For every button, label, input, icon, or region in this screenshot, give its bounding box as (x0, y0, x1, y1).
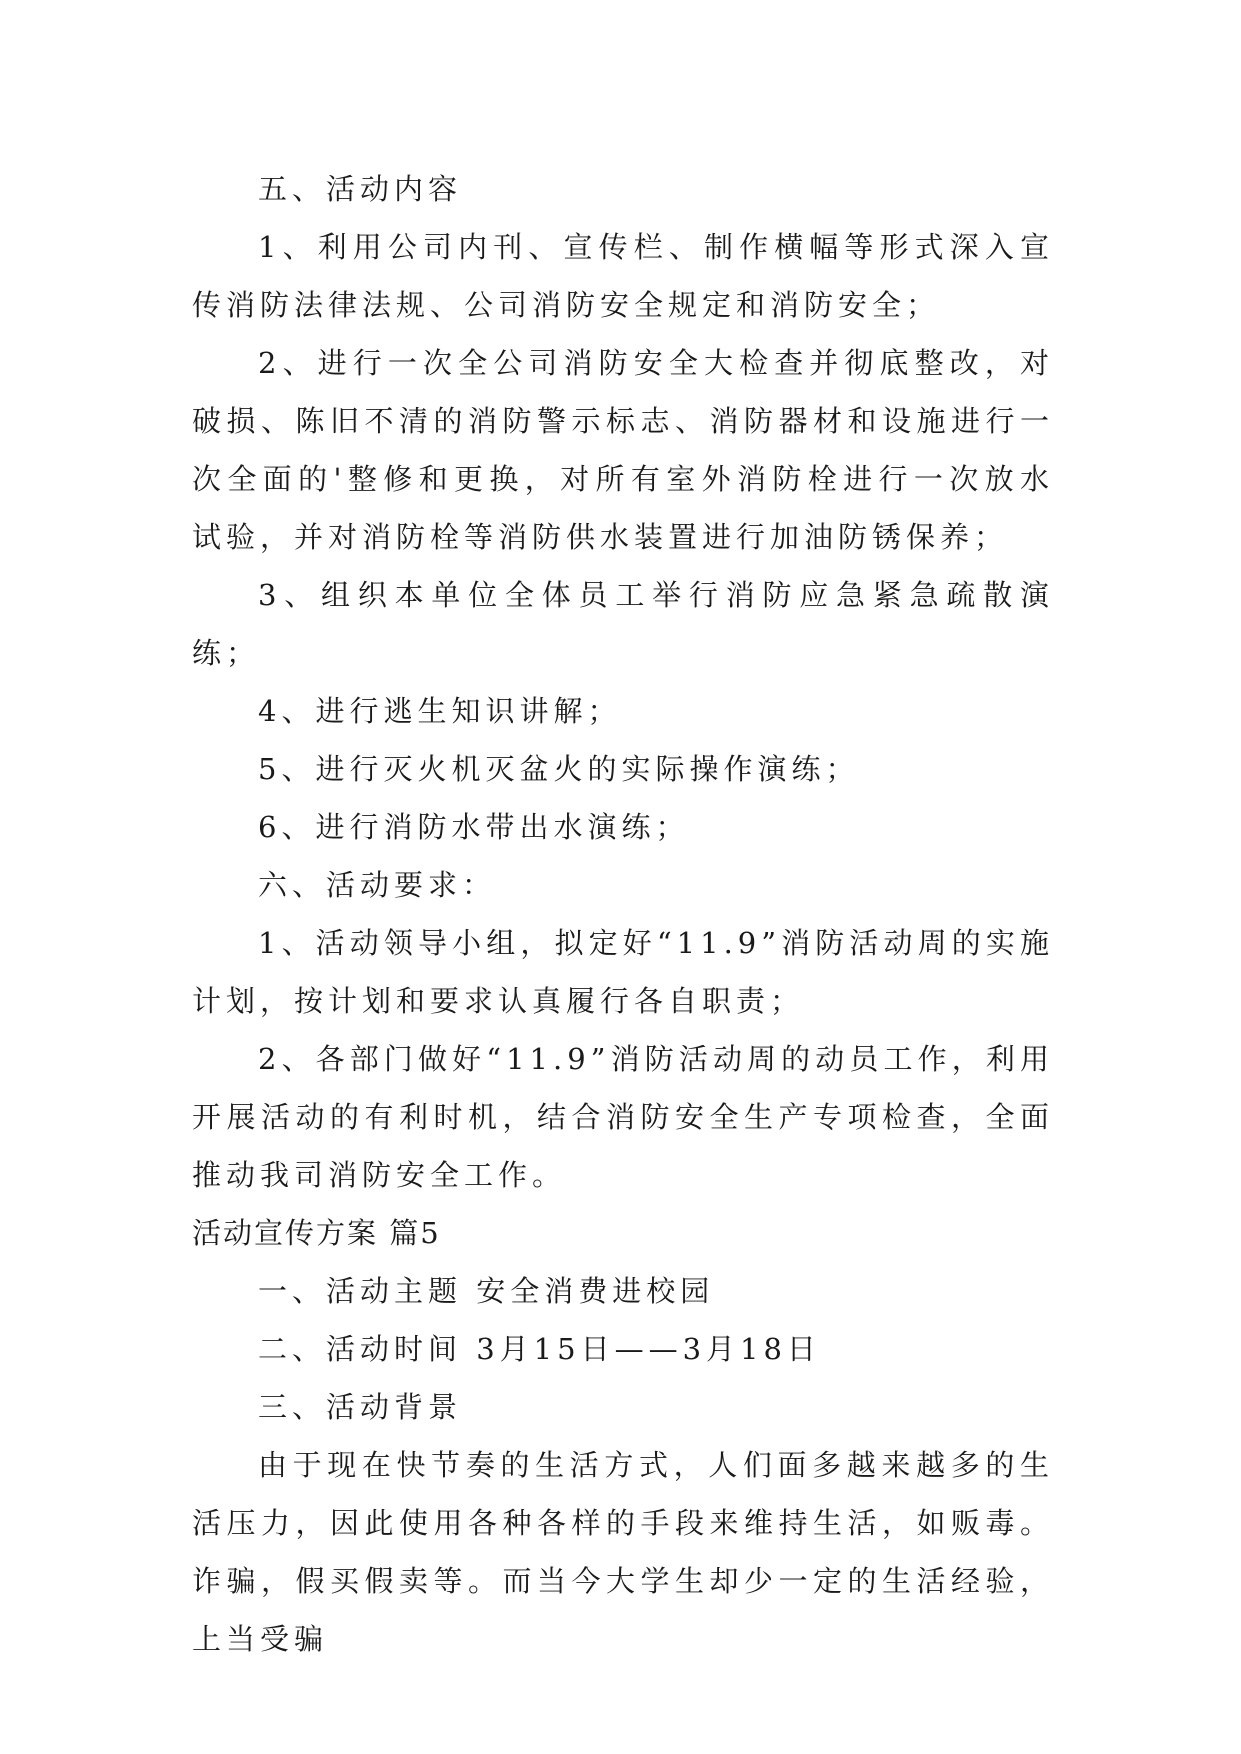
paragraph-item: 6、进行消防水带出水演练； (258, 810, 690, 844)
section-heading-time: 二、活动时间 3月15日——3月18日 (258, 1332, 821, 1366)
document-page (192, 160, 1054, 1668)
paragraph-item: 4、进行逃生知识讲解； (258, 694, 622, 728)
section-heading-activity-requirements: 六、活动要求： (258, 868, 497, 902)
paragraph-item: 2、各部门做好“11.9”消防活动周的动员工作，利用开展活动的有利时机，结合消防安全生产专项检查，全面推动我司消防安全工作。 (192, 1042, 1054, 1192)
paragraph-item: 5、进行灭火机灭盆火的实际操作演练； (258, 752, 860, 786)
paragraph-item: 2、进行一次全公司消防安全大检查并彻底整改，对破损、陈旧不清的消防警示标志、消防器材和设施进行一次全面的'整修和更换，对所有室外消防栓进行一次放水试验，并对消防栓等消防供水装置进行加油防锈保养； (192, 346, 1054, 554)
paragraph-item: 1、利用公司内刊、宣传栏、制作横幅等形式深入宣传消防法律法规、公司消防安全规定和消防安全； (192, 230, 1054, 322)
paragraph-item: 由于现在快节奏的生活方式，人们面多越来越多的生活压力，因此使用各种各样的手段来维持生活，如贩毒。诈骗，假买假卖等。而当今大学生却少一定的生活经验，上当受骗 (192, 1448, 1054, 1656)
plan-title: 活动宣传方案 篇5 (192, 1216, 441, 1250)
section-heading-background: 三、活动背景 (258, 1390, 463, 1424)
paragraph-item: 3、组织本单位全体员工举行消防应急紧急疏散演练； (192, 578, 1054, 670)
section-heading-theme: 一、活动主题 安全消费进校园 (258, 1274, 715, 1308)
paragraph-item: 1、活动领导小组，拟定好“11.9”消防活动周的实施计划，按计划和要求认真履行各自职责； (192, 926, 1054, 1018)
section-heading-activity-content: 五、活动内容 (258, 172, 463, 206)
